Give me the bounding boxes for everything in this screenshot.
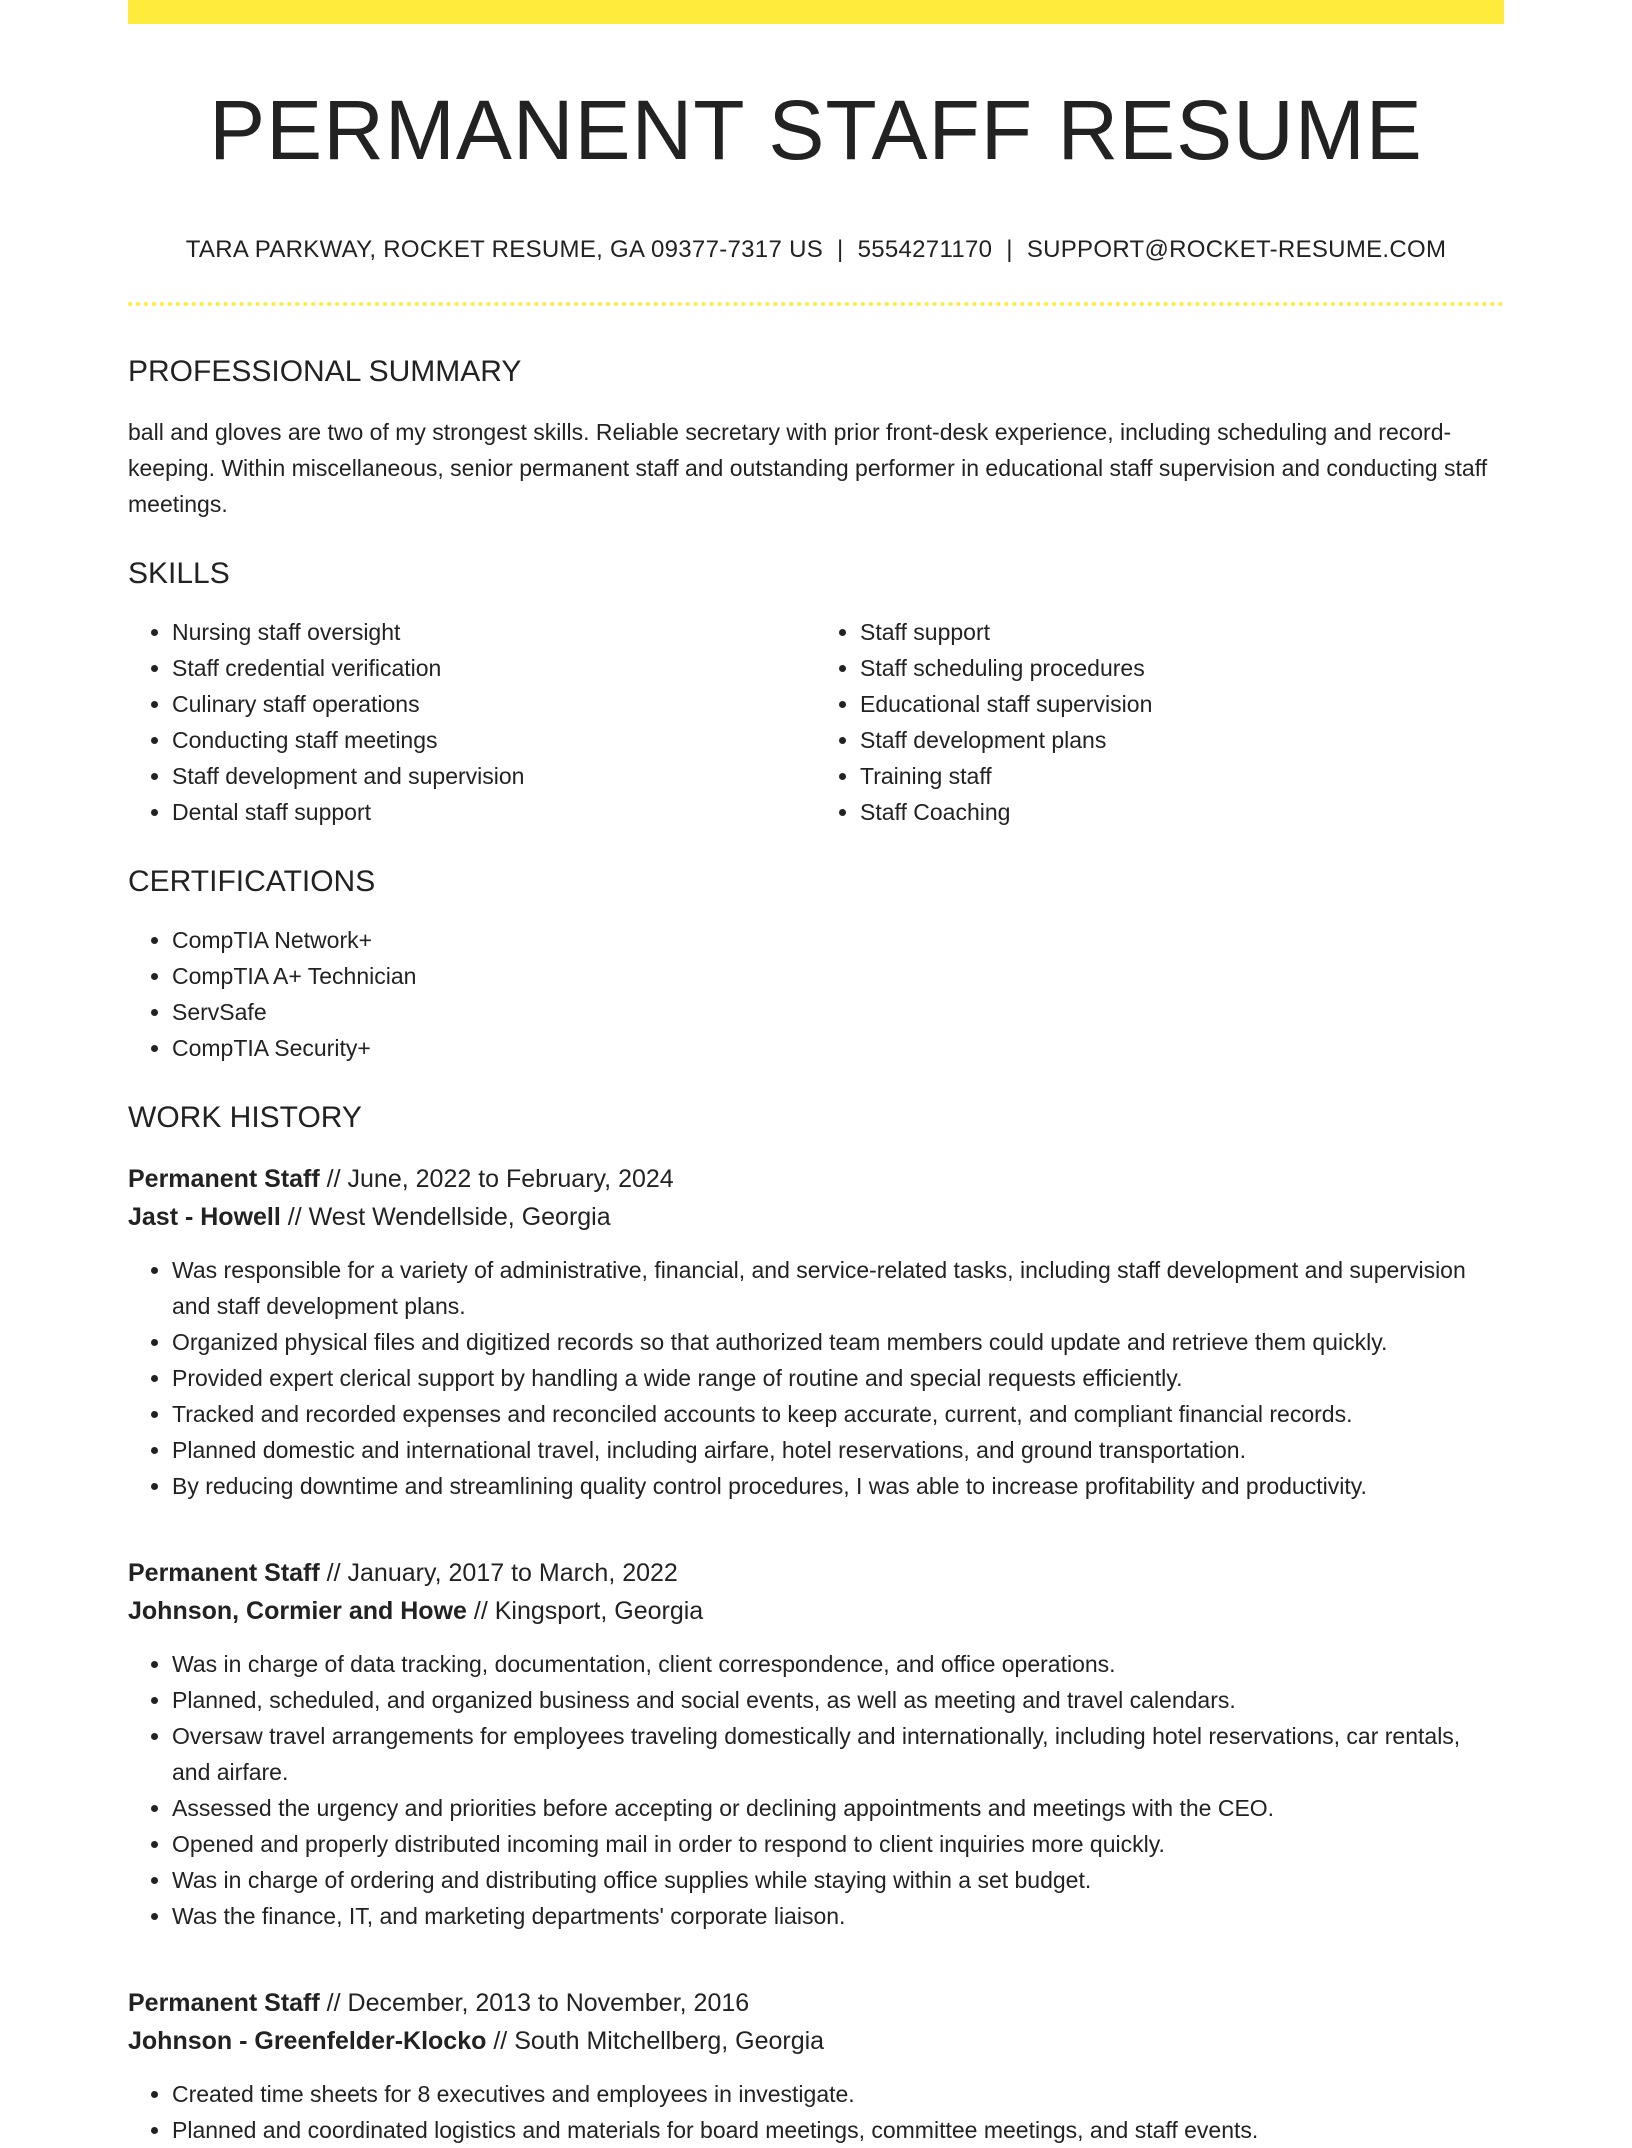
job-duty: • Assessed the urgency and priorities before accepting or declining appointments and meetings with the CEO. xyxy=(172,1790,1504,1826)
job-duty: • Planned, scheduled, and organized business and social events, as well as meeting and travel calendars. xyxy=(172,1682,1504,1718)
job-duty: • Was responsible for a variety of administrative, financial, and service-related tasks, including staff development and supervision and staff development plans. xyxy=(172,1252,1504,1324)
job-duty: • Tracked and recorded expenses and reconciled accounts to keep accurate, current, and compliant financial records. xyxy=(172,1396,1504,1432)
job-location: West Wendellside, Georgia xyxy=(308,1203,611,1232)
summary-heading: PROFESSIONAL SUMMARY xyxy=(128,355,522,389)
job-dates: June, 2022 to February, 2024 xyxy=(347,1165,674,1194)
job-duty: • Opened and properly distributed incoming mail in order to respond to client inquiries more quickly. xyxy=(172,1826,1504,1862)
job-title-line xyxy=(128,1984,1504,2022)
certification-item: • CompTIA Network+ xyxy=(172,922,1504,958)
job-company-line xyxy=(128,1198,1504,1236)
job-duties xyxy=(128,2076,1504,2148)
certification-item: • CompTIA A+ Technician xyxy=(172,958,1504,994)
certification-item: • ServSafe xyxy=(172,994,1504,1030)
job-company-line xyxy=(128,1592,1504,1630)
skill-item: • Staff scheduling procedures xyxy=(860,650,1504,686)
job-separator: // xyxy=(326,1559,341,1588)
job-duty: • Planned domestic and international travel, including airfare, hotel reservations, and ground transportation. xyxy=(172,1432,1504,1468)
contact-line xyxy=(128,236,1504,264)
job-separator: // xyxy=(493,2027,508,2056)
skill-item: • Staff credential verification xyxy=(172,650,816,686)
job-duty: • Provided expert clerical support by handling a wide range of routine and special requests efficiently. xyxy=(172,1360,1504,1396)
job-dates: December, 2013 to November, 2016 xyxy=(347,1989,750,2018)
job-duties xyxy=(128,1252,1504,1504)
skill-item: • Culinary staff operations xyxy=(172,686,816,722)
job-title-line xyxy=(128,1554,1504,1592)
job-duty: • By reducing downtime and streamlining quality control procedures, I was able to increase profitability and productivity. xyxy=(172,1468,1504,1504)
job-company: Johnson, Cormier and Howe xyxy=(128,1597,467,1626)
job-location: South Mitchellberg, Georgia xyxy=(514,2027,825,2056)
certification-item: • CompTIA Security+ xyxy=(172,1030,1504,1066)
skill-item: • Staff development and supervision xyxy=(172,758,816,794)
contact-separator: | xyxy=(837,236,844,264)
job-separator: // xyxy=(326,1989,341,2018)
job-dates: January, 2017 to March, 2022 xyxy=(347,1559,678,1588)
job-duty: • Was in charge of ordering and distributing office supplies while staying within a set budget. xyxy=(172,1862,1504,1898)
skill-item: • Dental staff support xyxy=(172,794,816,830)
job-title-line xyxy=(128,1160,1504,1198)
certifications-heading: CERTIFICATIONS xyxy=(128,865,376,899)
skills-columns xyxy=(128,614,1504,830)
skill-item: • Training staff xyxy=(860,758,1504,794)
job-duties xyxy=(128,1646,1504,1934)
contact-address: TARA PARKWAY, ROCKET RESUME, GA 09377-7317 US xyxy=(185,236,824,264)
contact-separator: | xyxy=(1006,236,1013,264)
skills-list-right xyxy=(816,614,1504,830)
resume-page xyxy=(128,0,1504,2148)
job-duty: • Planned and coordinated logistics and materials for board meetings, committee meetings, and staff events. xyxy=(172,2112,1504,2148)
job-duty: • Organized physical files and digitized records so that authorized team members could update and retrieve them quickly. xyxy=(172,1324,1504,1360)
job-duty: • Created time sheets for 8 executives and employees in investigate. xyxy=(172,2076,1504,2112)
skill-item: • Staff Coaching xyxy=(860,794,1504,830)
job-separator: // xyxy=(287,1203,302,1232)
job-location: Kingsport, Georgia xyxy=(494,1597,704,1626)
job-role: Permanent Staff xyxy=(128,1989,320,2018)
accent-bar xyxy=(128,0,1504,24)
skill-item: • Staff development plans xyxy=(860,722,1504,758)
contact-email: SUPPORT@ROCKET-RESUME.COM xyxy=(1026,236,1447,264)
job-duty: • Oversaw travel arrangements for employees traveling domestically and internationally, including hotel reservations, car rentals, and airfare. xyxy=(172,1718,1504,1790)
job-entry xyxy=(128,1160,1504,1504)
skill-item: • Educational staff supervision xyxy=(860,686,1504,722)
certifications-list xyxy=(128,922,1504,1066)
resume-title: PERMANENT STAFF RESUME xyxy=(209,83,1423,177)
skill-item: • Conducting staff meetings xyxy=(172,722,816,758)
dotted-divider xyxy=(128,302,1504,306)
job-entry xyxy=(128,1984,1504,2148)
job-duty: • Was the finance, IT, and marketing departments' corporate liaison. xyxy=(172,1898,1504,1934)
job-company: Jast - Howell xyxy=(128,1203,281,1232)
job-role: Permanent Staff xyxy=(128,1559,320,1588)
job-separator: // xyxy=(473,1597,488,1626)
skills-list-left xyxy=(128,614,816,830)
job-duty: • Was in charge of data tracking, documentation, client correspondence, and office operations. xyxy=(172,1646,1504,1682)
summary-text: ball and gloves are two of my strongest skills. Reliable secretary with prior front-desk experience, including scheduling and record-keeping. Within miscellaneous, senior permanent staff and outstanding performer in educational staff supervision and conducting staff meetings. xyxy=(128,419,1488,518)
job-company: Johnson - Greenfelder-Klocko xyxy=(128,2027,487,2056)
skill-item: • Staff support xyxy=(860,614,1504,650)
work-history-heading: WORK HISTORY xyxy=(128,1101,362,1135)
skill-item: • Nursing staff oversight xyxy=(172,614,816,650)
job-role: Permanent Staff xyxy=(128,1165,320,1194)
skills-heading: SKILLS xyxy=(128,557,230,591)
job-company-line xyxy=(128,2022,1504,2060)
job-separator: // xyxy=(326,1165,341,1194)
contact-phone: 5554271170 xyxy=(857,236,993,264)
job-entry xyxy=(128,1554,1504,1934)
